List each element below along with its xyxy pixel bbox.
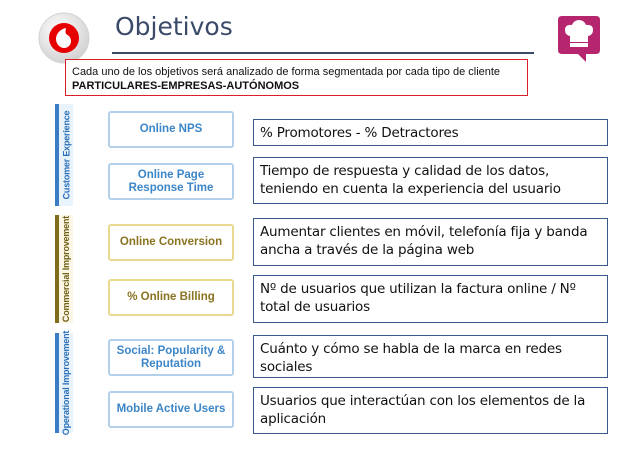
group-label: Operational Improvement <box>61 330 71 436</box>
kpi-social-popularity: Social: Popularity & Reputation <box>108 339 234 376</box>
kpi-online-nps: Online NPS <box>108 111 234 148</box>
kpi-online-conversion: Online Conversion <box>108 224 234 261</box>
title-underline <box>112 52 534 54</box>
desc-online-nps: % Promotores - % Detractores <box>253 119 608 146</box>
segmentation-note <box>65 59 528 96</box>
group-label: Customer Experience <box>61 110 71 200</box>
page-title: Objetivos <box>115 12 233 41</box>
desc-social-popularity: Cuánto y cómo se habla de la marca en redes sociales <box>253 335 608 378</box>
chef-hat-logo-icon <box>556 12 602 64</box>
desc-online-conversion: Aumentar clientes en móvil, telefonía fija y banda ancha a través de la página web <box>253 218 608 266</box>
desc-online-billing: Nº de usuarios que utilizan la factura online / Nº total de usuarios <box>253 275 608 323</box>
kpi-online-page-response-time: Online Page Response Time <box>108 163 234 200</box>
kpi-online-billing: % Online Billing <box>108 279 234 316</box>
desc-online-page-response-time: Tiempo de respuesta y calidad de los datos, teniendo en cuenta la experiencia del usuario <box>253 157 608 204</box>
note-line-1: Cada uno de los objetivos será analizado de forma segmentada por cada tipo de cliente <box>72 66 501 78</box>
kpi-mobile-active-users: Mobile Active Users <box>108 391 234 428</box>
desc-mobile-active-users: Usuarios que interactúan con los elementos de la aplicación <box>253 387 608 434</box>
group-label: Commercial Improvement <box>61 215 72 323</box>
group-operational-improvement <box>55 330 73 436</box>
vodafone-logo-icon <box>38 12 90 64</box>
note-line-2: PARTICULARES-EMPRESAS-AUTÓNOMOS <box>72 80 300 92</box>
group-commercial-improvement <box>55 215 73 323</box>
group-customer-experience <box>55 104 73 206</box>
